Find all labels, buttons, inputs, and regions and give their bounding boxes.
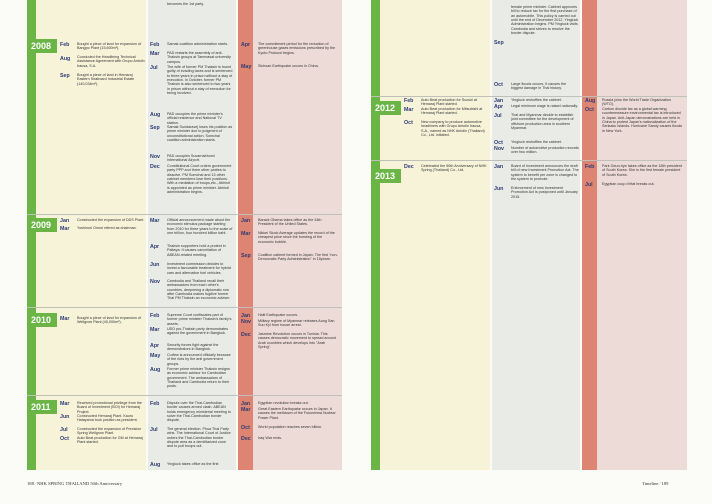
month-label: Feb	[150, 313, 160, 319]
month-label: Feb	[150, 401, 160, 407]
event-text: Yingluck reshuffles the cabinet.	[511, 98, 562, 102]
month-label: Feb	[585, 164, 595, 170]
month-label: Jan	[241, 218, 251, 224]
year-bar	[371, 101, 401, 115]
month-label: Feb	[60, 42, 70, 48]
year-bar	[27, 218, 57, 232]
event-text: Auto Beat production for GM at Hemaraj Plant started.	[77, 436, 143, 445]
page-number: 189	[661, 481, 669, 486]
footer-title: Timeline	[642, 481, 659, 486]
event-text: Yingluck reshuffles the cabinet.	[511, 140, 562, 144]
event-text: The general election. Phua Thai Party wins. The International Court of Justice orders the Thai-Cambodian border dispute area as a demilitarized zone and to pull troops out.	[167, 427, 231, 449]
month-label: Apr	[150, 343, 160, 349]
company-column-stripe	[371, 0, 380, 470]
event-text: Concluded the Headlining Technical Assistance Agreement with Grupo Antolin Irausa, S.A.	[77, 55, 145, 68]
event-text: Former prime minister Thaksin resigns as economic advisor for Cambodian government. The ambassadors of Thailand and Cambodia return to their posts.	[167, 367, 230, 389]
month-label: Aug	[150, 462, 161, 468]
event-text: Bought a piece of land in Hemaraj Eastern Seaboard Industrial Estate (140,034m²).	[77, 73, 135, 86]
month-label: Dec	[241, 332, 251, 338]
month-label: Feb	[404, 98, 414, 104]
world-column	[597, 0, 687, 470]
event-text: Security forces fight against the demonstrators in Bangkok.	[167, 343, 219, 352]
month-label: Aug	[150, 367, 161, 373]
year-bar	[371, 169, 401, 183]
year-label: 2009	[31, 220, 52, 230]
month-label: Jan	[241, 401, 251, 407]
event-text: Cambodia and Thailand recall their ambassadors from each other's countries, deepening a diplomatic row after Cambodia makes fugitive former Thai PM Thaksin an economic adviser.	[167, 279, 231, 301]
month-label: Nov	[494, 146, 505, 152]
month-label: Dec	[404, 164, 414, 170]
event-text: Thaksin supporters hold a protest in Pattaya. It causes cancellation of ABEAN-related meeting.	[167, 244, 226, 257]
right-page	[356, 0, 712, 504]
year-label: 2011	[31, 402, 51, 412]
event-text: Military regime of Myanmar releases Aung San Suu Kyi from house arrest.	[258, 319, 335, 328]
event-text: Bought a piece of land for expansion of Wellgrow Plant (40,000m²).	[77, 316, 141, 325]
event-text: Curfew is announced officially because of the riots by the anti government groups.	[167, 353, 231, 366]
continued-text: becomes the 1st party.	[167, 2, 205, 6]
page-footer: Timeline ∕ 189	[642, 481, 669, 486]
month-label: Aug	[60, 56, 71, 62]
event-text: Iraq War ends.	[258, 436, 283, 440]
event-text: Egyptian coup d'état breaks out.	[602, 182, 655, 186]
month-label: Oct	[60, 436, 69, 442]
month-label: Sep	[150, 125, 160, 131]
event-text: Haiti Earthquake occurs.	[258, 313, 299, 317]
month-label: May	[241, 64, 252, 70]
month-label: Jan	[241, 313, 251, 319]
event-text: Constructed the expansion of Precision Spring Wellgrow Plant.	[77, 427, 142, 436]
event-text: Yingluck takes office as the first	[167, 462, 219, 466]
month-label: Dec	[150, 164, 160, 170]
year-bar	[27, 313, 57, 327]
event-text: New company to produce automotive headliners with Grupo Antolin Irausa, S.A., named as NHK Antolin (Thailand) Co., Ltd. initiated.	[421, 120, 485, 138]
event-text: Russia joins the World Trade Organization (WTO).	[602, 98, 672, 107]
event-text: World population reaches seven billion.	[258, 425, 323, 429]
month-label: Aug	[585, 98, 596, 104]
month-label: Jul	[60, 427, 68, 433]
event-text: Nikkei Stock Average updates the record of the cheapest price since the bursting of the economic bubble.	[258, 231, 335, 244]
footer-title: NHK SPRING THAILAND 50th Anniversary	[36, 481, 123, 486]
year-label: 2008	[31, 41, 52, 51]
year-divider	[371, 96, 687, 97]
month-label: Mar	[241, 407, 251, 413]
month-label: Apr	[150, 244, 160, 250]
month-label: Jul	[150, 65, 158, 71]
event-text: Constructed the expansion of DDS Plant.	[77, 218, 145, 222]
event-text: Large floods occurs. It causes the biggest damage in Thai history.	[511, 82, 567, 91]
month-label: Mar	[60, 401, 70, 407]
year-bar	[27, 39, 57, 53]
event-text: Thai and Myanmar decide to establish joint committee for the development of offshore production area in southern Myanmar.	[511, 113, 574, 131]
event-text: Barack Obama takes office as the 44th President of the United States.	[258, 218, 322, 227]
month-label: Jan	[60, 218, 70, 224]
event-text: Official announcement made about the economic stimulus package starting from 2010 for three years to the scale of one trillion, four hundred billion baht.	[167, 218, 233, 236]
event-text: Celebrated the 50th Anniversary of NHK Spring (Thailand) Co., Ltd.	[421, 164, 487, 173]
month-label: Jul	[494, 113, 502, 119]
month-label: Nov	[150, 279, 161, 285]
world-column-stripe	[582, 0, 597, 470]
event-text: PAD occupies Suvarnabhumi International Airport.	[167, 154, 215, 163]
month-label: Mar	[60, 226, 70, 232]
event-text: Dispute over the Thai-Cambodian border causes armed clash. ABEAN holds emergency ministerial meeting to solve the Thai-Cambodian border dispute.	[167, 401, 231, 423]
event-text: female prime minister. Cabinet approves bill to reduce tax for the first purchase of an automobile. This policy is carried out until the end of December 2012. Yingluck Administration begins. PM Yingluck visits Cambodia and strives to resolve the border dispute.	[511, 5, 579, 36]
month-label: Feb	[150, 42, 160, 48]
month-label: Jan	[494, 98, 504, 104]
event-text: Constructed Hemaraj Plant. Kaoru Hatayama took position as president.	[77, 414, 138, 423]
month-label: Sep	[494, 40, 504, 46]
event-text: Number of automotive production records over two million.	[511, 146, 579, 155]
month-label: Sep	[60, 73, 70, 79]
month-label: Apr	[241, 42, 251, 48]
event-text: Yoshinori Omori retired as chairman.	[77, 226, 137, 230]
event-text: Board of Investment announces the draft bill of new Investment Promotion Act. The system to benefit per zone is changed to the system to promote.	[511, 164, 579, 182]
month-label: Jul	[585, 182, 593, 188]
year-label: 2012	[375, 103, 396, 113]
event-text: Constitutional Court orders government party PPP and three other parties to dissolve. PM Somchai and 13 other cabinet members lose their positions. With a mediation of troops,etc., Abhisit is appointed as prime minister. Abhisit administration begins.	[167, 164, 232, 195]
month-label: Dec	[241, 436, 251, 442]
event-text: The commitment period for the reduction of greenhouse gases emissions prescribed by the Kyoto Protocol begins.	[258, 42, 336, 55]
year-divider	[27, 307, 342, 308]
company-column	[380, 0, 490, 470]
month-label: Oct	[494, 140, 503, 146]
thailand-column	[492, 0, 580, 470]
month-label: Mar	[241, 231, 251, 237]
month-label: Oct	[494, 82, 503, 88]
month-label: Nov	[150, 154, 161, 160]
event-text: Park Geun-hye takes office as the 18th president of South Korea. She is the first female president of South Korea.	[602, 164, 682, 177]
month-label: Mar	[150, 218, 160, 224]
event-text: Egyptian revolution breaks out.	[258, 401, 309, 405]
event-text: Carbon dioxide tax as a global warming countermeasure environmental tax is introduced in Japan. Anti-Japan demonstrations are held in China to protest Japan's nationalization of the Senkaku Islands. Hurricane Sandy causes floods in New York.	[602, 107, 683, 133]
month-label: Mar	[404, 107, 414, 113]
month-label: Aug	[150, 112, 161, 118]
event-text: Great Eastern Earthquake occurs in Japan. It causes the meltdown of the Fukushima Nuclear Power Plant.	[258, 407, 336, 420]
year-label: 2013	[375, 171, 396, 181]
event-text: UDD pro-Thaksin party demonstrates against the government in Bangkok.	[167, 327, 229, 336]
month-label: Nov	[241, 319, 252, 325]
month-label: Jun	[150, 262, 160, 268]
event-text: PAD restarts the assembly of anti-Thaksin groups at Tammasat university campus.	[167, 51, 231, 64]
event-text: Received promotional privilege from the Board of Investment (BOI) for Hemaraj Project.	[77, 401, 142, 414]
event-text: Sichuan Earthquake occurs in China.	[258, 64, 319, 68]
month-label: Jan	[494, 164, 504, 170]
month-label: Mar	[150, 327, 160, 333]
event-text: Coalition cabinet formed in Japan. The first "non-Democratic Party Administration" in 15years.	[258, 253, 338, 262]
event-text: Bought a piece of land for expansion of Bangpo Plant (15,600m²).	[77, 42, 141, 51]
month-label: Mar	[60, 316, 70, 322]
month-label: Jun	[60, 414, 70, 420]
year-divider	[27, 214, 342, 215]
event-text: Samak coalition administration starts.	[167, 42, 229, 46]
event-text: Jasmine Revolution occurs in Tunisia. This causes democratic movement to spread around Arab countries which develops into "Arab Spring".	[258, 332, 336, 350]
event-text: PAD occupies the prime minister's official residence and National TV station.	[167, 112, 223, 125]
month-label: Apr	[494, 104, 504, 110]
month-label: Oct	[241, 425, 250, 431]
year-divider	[371, 160, 687, 161]
month-label: Oct	[585, 107, 594, 113]
event-text: The wife of former PM Thaksin is found guilty of evading taxes and is sentenced to three years in prison without a stay of execution. In October, former PM Thaksin is also sentenced to two years in prison without a stay of execution for being involved.	[167, 65, 233, 96]
page-number: 188	[27, 481, 34, 486]
year-label: 2010	[31, 315, 52, 325]
event-text: Auto Beat production for Suzuki at Hemaraj Plant started.	[421, 98, 477, 107]
event-text: Investment commission decides to invest a favourable treatment for hybrid cars and alternative fuel vehicles.	[167, 262, 231, 275]
month-label: Mar	[150, 51, 160, 57]
year-bar	[27, 400, 57, 414]
month-label: Sep	[241, 253, 251, 259]
event-text: Supreme Court confiscates part of former prime minister Thaksin's family's assets.	[167, 313, 232, 326]
event-text: Enforcement of new Investment Promotion Act is postponed until January 2015.	[511, 186, 578, 199]
month-label: Jun	[494, 186, 504, 192]
event-text: Auto Beat production for Mitsubishi at Hemaraj Plant started.	[421, 107, 483, 116]
month-label: May	[150, 353, 161, 359]
month-label: Oct	[404, 120, 413, 126]
event-text: Samak Sundaravej loses his position as prime minister due to judgment of unconstitutional action. Somchai coalition administration starts.	[167, 125, 233, 143]
page-footer: 188 ∕ NHK SPRING THAILAND 50th Anniversary	[27, 481, 123, 486]
month-label: Jul	[150, 427, 158, 433]
event-text: Legal minimum wage is raised nationally.	[511, 104, 578, 108]
year-divider	[27, 395, 342, 396]
